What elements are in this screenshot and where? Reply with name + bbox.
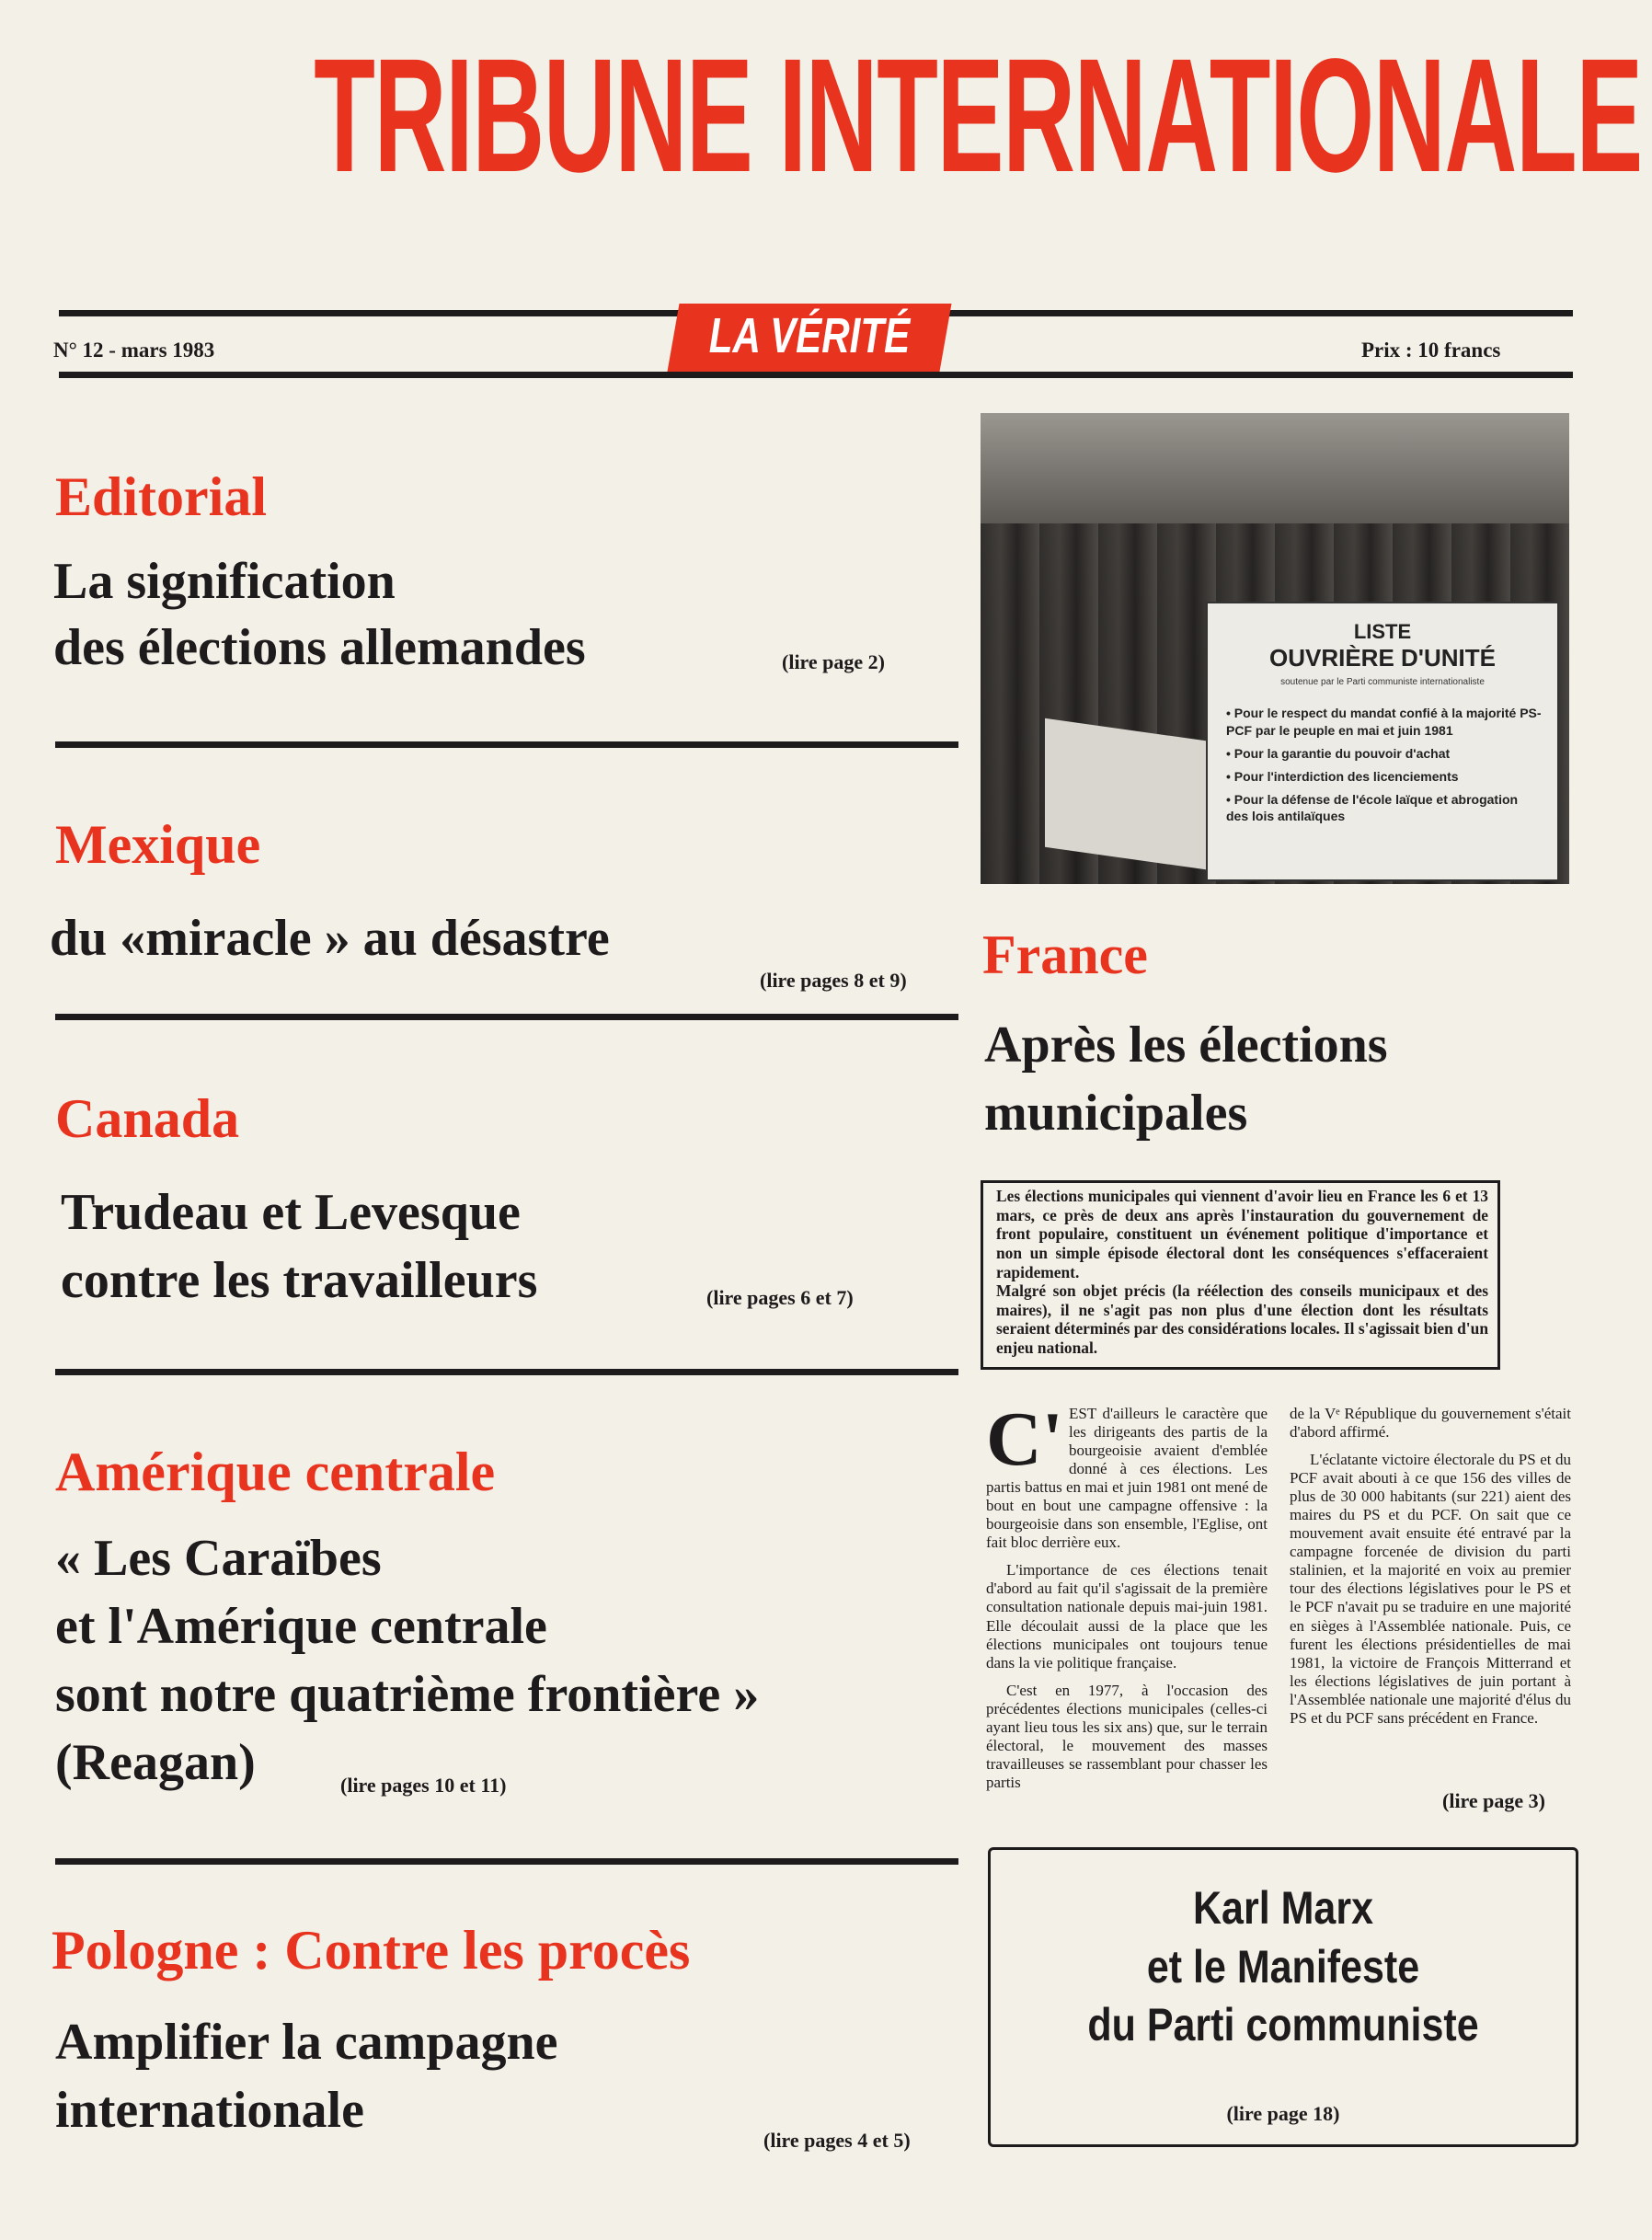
karl-marx-line-3: du Parti communiste [1087,1999,1479,2050]
issue-number: N° 12 - mars 1983 [53,339,215,362]
france-col2-p2: L'éclatante victoire électorale du PS et du PCF avait abouti à ce que 156 des villes de plus de 30 000 habitants (sur 221) aient des maires du PS et du PCF. On sait que ce mouvement avait ensuite été entravé par la campagne forcenée de division du parti stalinien, et la majorité en voix au premier tour des élections législatives pour le PS et le PCF n'avait pu se traduire en une majorité en sièges à l'Assemblée nationale. Puis, ce furent les élections présidentielles de mai 1981, la victoire de François Mitterrand et les élections législatives de juin portant à l'Assemblée nationale une majorité d'élus du PS et du PCF sans précédent en France. [1290,1451,1571,1727]
ref-amerique: (lire pages 10 et 11) [340,1774,507,1797]
sign-item: • Pour l'interdiction des licenciements [1226,768,1459,784]
divider-3 [55,1369,958,1375]
ref-canada: (lire pages 6 et 7) [706,1286,854,1309]
divider-2 [55,1014,958,1020]
headline-canada-2: contre les travailleurs [61,1252,538,1309]
france-lead-p1: Les élections municipales qui viennent d'avoir lieu en France les 6 et 13 mars, ce près de deux ans après l'instauration du gouvernement de front populaire, constituent un événement politique d'importance et non un simple épisode électoral dont les conséquences s'effaceraient rapidement. [996,1187,1488,1281]
ref-mexique: (lire pages 8 et 9) [760,969,907,992]
headline-amerique-1: « Les Caraïbes [55,1530,382,1587]
france-lead-box [981,1180,1500,1370]
ref-karl-marx: (lire page 18) [1226,2102,1340,2125]
headline-france-2: municipales [984,1085,1248,1142]
karl-marx-line-1: Karl Marx [1193,1882,1373,1934]
sign-item: • Pour la garantie du pouvoir d'achat [1226,745,1451,761]
photo-sign [1206,602,1559,881]
section-amerique-centrale: Amérique centrale [55,1442,496,1502]
section-france: France [982,925,1148,985]
ref-editorial: (lire page 2) [782,650,886,673]
sign-item: • Pour le respect du mandat confié à la majorité PS-PCF par le peuple en mai et juin 1981 [1226,706,1542,738]
photo-campaign-stand [981,413,1569,884]
headline-france-1: Après les élections [984,1017,1388,1074]
headline-canada-1: Trudeau et Levesque [61,1184,521,1241]
divider-4 [55,1858,958,1865]
sign-line-1: LISTE [1353,620,1412,643]
france-lead-p2: Malgré son objet précis (la réélection des conseils municipaux et des maires), il ne s'agit pas non plus d'une élection dont les résultats seraient déterminés par des considérations locales. Il s'agissait bien d'un enjeu national. [996,1281,1488,1357]
headline-mexique: du «miracle » au désastre [50,910,610,967]
price: Prix : 10 francs [1361,339,1501,362]
sign-line-2: OUVRIÈRE D'UNITÉ [1269,644,1496,672]
section-mexique: Mexique [55,814,261,875]
headline-pologne-1: Amplifier la campagne [55,2014,558,2071]
karl-marx-box [988,1847,1578,2147]
masthead-title: TRIBUNE INTERNATIONALE [314,26,1643,206]
headline-amerique-3: sont notre quatrième frontière » [55,1666,760,1723]
ref-france: (lire page 3) [1442,1789,1546,1812]
photo-storefront [981,413,1569,523]
section-canada: Canada [55,1088,240,1149]
la-verite-label: LA VÉRITÉ [708,308,911,363]
section-editorial: Editorial [55,466,268,527]
headline-amerique-2: et l'Amérique centrale [55,1598,547,1655]
headline-amerique-4: (Reagan) [55,1734,256,1791]
headline-editorial-1: La signification [53,553,396,610]
dropcap: C' [986,1396,1063,1482]
france-col1-p3: C'est en 1977, à l'occasion des précédentes élections municipales (celles-ci ayant lieu tous les six ans) que, sur le terrain électoral, le mouvement des masses travailleuses se rassemblant pour chasser les partis [986,1681,1268,1791]
masthead-rule-bottom [59,372,1573,378]
france-col1-p1: C' EST d'ailleurs le caractère que les dirigeants des partis de la bourgeoisie avaient d'emblée donné à ces élections. Les partis battus en mai et juin 1981 ont mené de bout en bout une campagne offensive : la bourgeoisie dans son ensemble, l'Eglise, ont fait bloc derrière eux. [986,1396,1268,1552]
ref-pologne: (lire pages 4 et 5) [763,2129,911,2152]
france-column-2 [1290,1405,1571,1737]
karl-marx-title [1032,1879,1535,2055]
karl-marx-line-2: et le Manifeste [1146,1940,1420,1993]
sign-line-3: soutenue par le Parti communiste internationaliste [1280,677,1485,687]
sign-item: • Pour la défense de l'école laïque et abrogation des lois antilaïques [1226,791,1519,824]
headline-editorial-2: des élections allemandes [53,619,586,676]
france-column-1 [986,1396,1268,1801]
france-col1-p2: L'importance de ces élections tenait d'abord au fait qu'il s'agissait de la première consultation nationale depuis mai-juin 1981. Elle découlait aussi de la place que les élections municipales ont toujours tenue dans la vie politique française. [986,1561,1268,1671]
headline-pologne-2: internationale [55,2082,364,2139]
france-col2-p1: de la Vᵉ République du gouvernement s'était d'abord affirmé. [1290,1405,1571,1442]
sign-items [1226,705,1543,831]
section-pologne: Pologne : Contre les procès [52,1920,691,1981]
divider-1 [55,741,958,748]
